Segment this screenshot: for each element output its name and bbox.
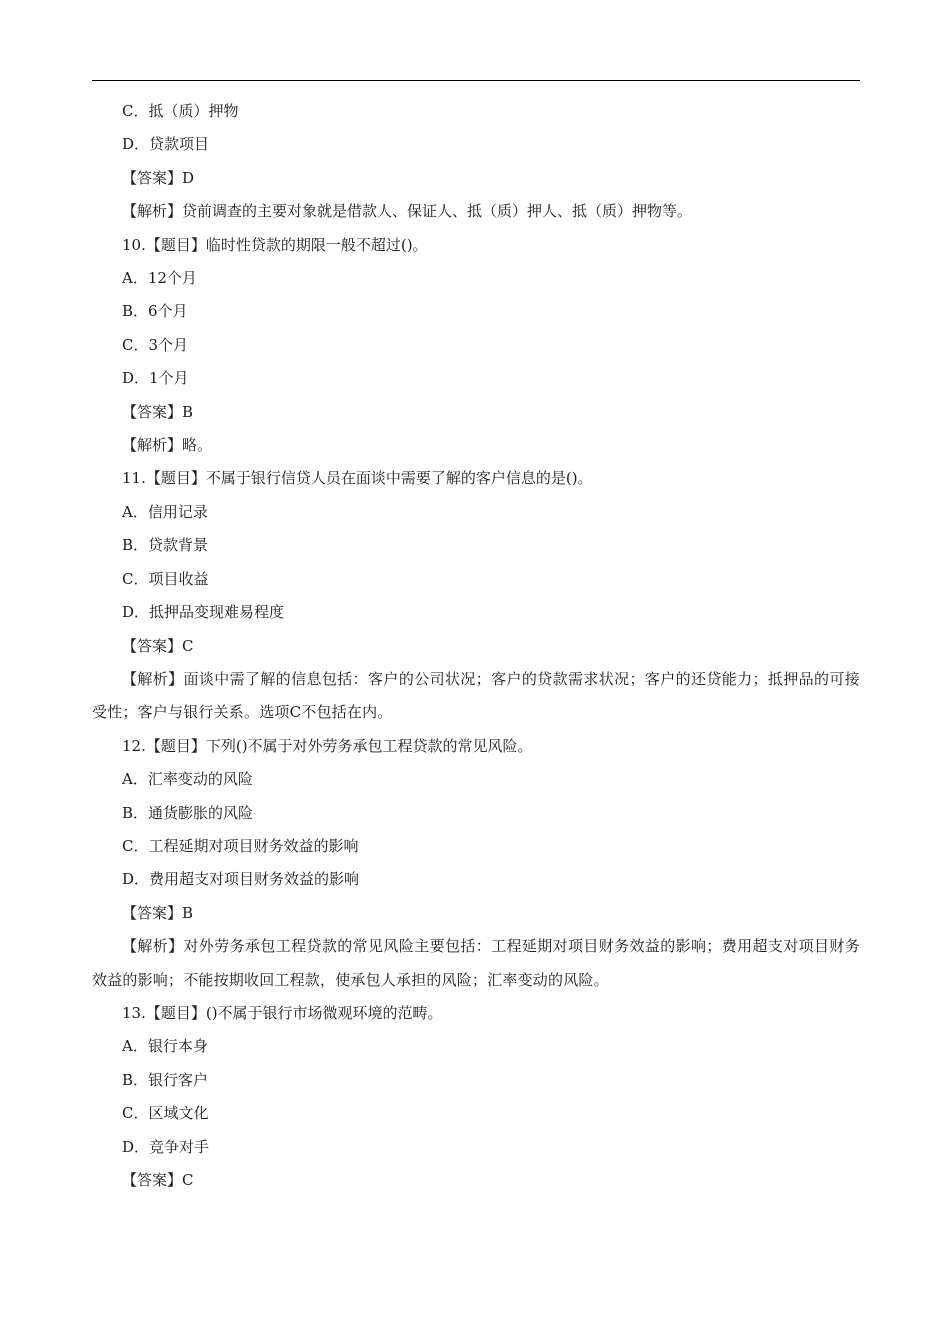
option-text: D．费用超支对项目财务效益的影响 <box>122 870 360 889</box>
option-text: B．6个月 <box>122 302 188 321</box>
answer-text: 【答案】D <box>122 168 195 187</box>
header-rule <box>92 80 860 81</box>
page-content <box>92 95 860 1197</box>
explanation-text: 【解析】略。 <box>122 436 213 455</box>
answer-text: 【答案】B <box>122 903 194 922</box>
question-text: 13.【题目】()不属于银行市场微观环境的范畴。 <box>122 1003 443 1022</box>
option-text: A．汇率变动的风险 <box>122 770 253 789</box>
explanation-paragraph: 【解析】面谈中需了解的信息包括：客户的公司状况；客户的贷款需求状况；客户的还贷能力；抵押品的可接受性；客户与银行关系。选项C不包括在内。 <box>92 669 860 722</box>
option-text: C．工程延期对项目财务效益的影响 <box>122 836 359 855</box>
option-text: B．通货膨胀的风险 <box>122 803 254 822</box>
option-text: D．竞争对手 <box>122 1137 210 1156</box>
answer-text: 【答案】B <box>122 402 194 421</box>
explanation-text: 【解析】贷前调查的主要对象就是借款人、保证人、抵（质）押人、抵（质）押物等。 <box>122 202 693 221</box>
question-text: 12.【题目】下列()不属于对外劳务承包工程贷款的常见风险。 <box>122 736 533 755</box>
option-text: D．1个月 <box>122 369 189 388</box>
option-text: D．贷款项目 <box>122 135 210 154</box>
option-text: C．区域文化 <box>122 1104 209 1123</box>
option-text: C．项目收益 <box>122 569 209 588</box>
option-text: B．银行客户 <box>122 1070 209 1089</box>
option-text: D．抵押品变现难易程度 <box>122 603 285 622</box>
option-text: A．银行本身 <box>122 1037 208 1056</box>
option-text: C．3个月 <box>122 335 189 354</box>
option-text: A．12个月 <box>122 269 197 288</box>
option-text: B．贷款背景 <box>122 536 209 555</box>
answer-text: 【答案】C <box>122 636 194 655</box>
question-text: 10.【题目】临时性贷款的期限一般不超过()。 <box>122 235 428 254</box>
option-text: A．信用记录 <box>122 502 208 521</box>
answer-text: 【答案】C <box>122 1171 194 1189</box>
option-text: C．抵（质）押物 <box>122 102 239 120</box>
explanation-paragraph: 【解析】对外劳务承包工程贷款的常见风险主要包括：工程延期对项目财务效益的影响；费用超支对项目财务效益的影响；不能按期收回工程款，使承包人承担的风险；汇率变动的风险。 <box>92 937 860 989</box>
question-text: 11.【题目】不属于银行信贷人员在面谈中需要了解的客户信息的是()。 <box>122 469 593 488</box>
